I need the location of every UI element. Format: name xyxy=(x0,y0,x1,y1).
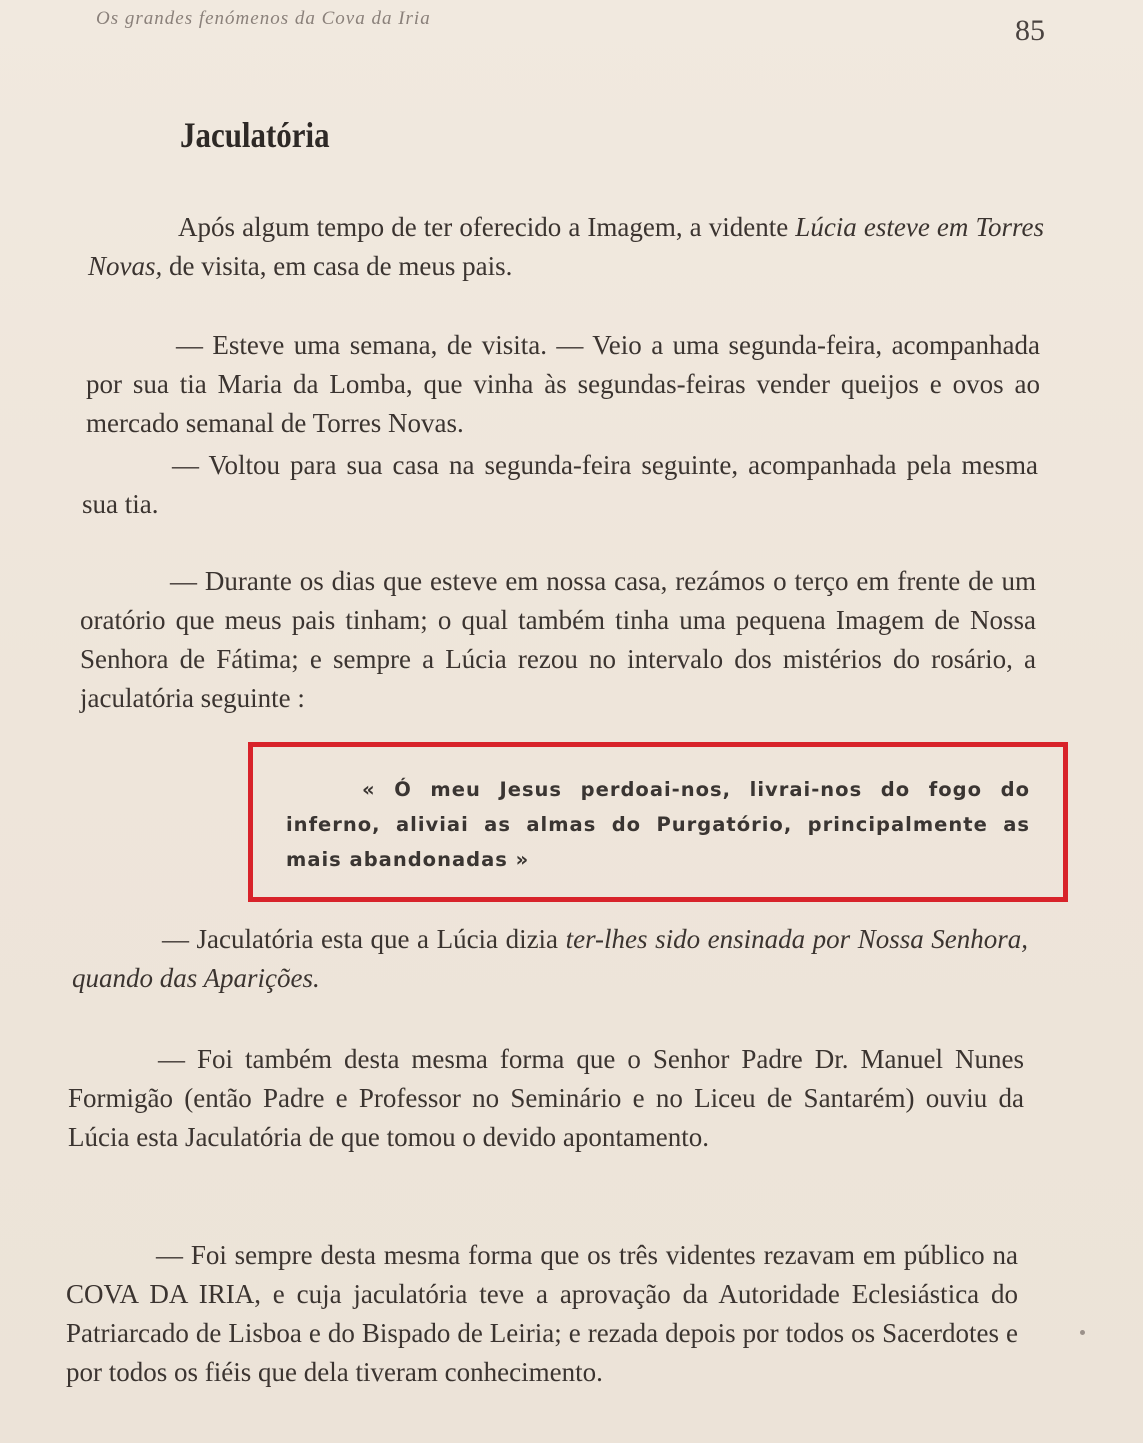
paragraph-visit xyxy=(88,208,1044,286)
paragraph-taught-text-a: — Jaculatória esta que a Lúcia dizia xyxy=(162,924,566,954)
paragraph-approval-text: — Foi sempre desta mesma forma que os três videntes rezavam em público na COVA DA IRIA, e cuja jaculatória teve a aprovação da Autoridade Eclesiástica do Patriarcado de Lisboa e do Bispado de Leiria; e rezada depois por todos os Sacerdotes e por todos os fiéis que dela tiveram conhecimento. xyxy=(66,1240,1018,1387)
paragraph-week-stay-text: — Esteve uma semana, de visita. — Veio a uma segunda-feira, acompanhada por sua tia Maria da Lomba, que vinha às segundas-feiras vender queijos e ovos ao mercado semanal de Torres Novas. xyxy=(86,330,1040,438)
paragraph-taught xyxy=(72,920,1028,998)
paragraph-return xyxy=(82,446,1038,524)
paragraph-formigao-text: — Foi também desta mesma forma que o Senhor Padre Dr. Manuel Nunes Formigão (então Padre e Professor no Seminário e no Liceu de Santarém) ouviu da Lúcia esta Jaculatória de que tomou o devido apontamento. xyxy=(68,1044,1024,1152)
paragraph-rosary-text: — Durante os dias que esteve em nossa casa, rezámos o terço em frente de um oratório que meus pais tinham; o qual também tinha uma pequena Imagem de Nossa Senhora de Fátima; e sempre a Lúcia rezou no intervalo dos mistérios do rosário, a jaculatória seguinte : xyxy=(80,566,1036,713)
prayer-quote-text: « Ó meu Jesus perdoai-nos, livrai-nos do fogo do inferno, aliviai as almas do Purgatório, principalmente as mais abandonadas » xyxy=(286,778,1030,871)
paper-speck xyxy=(1080,1330,1085,1335)
paragraph-approval xyxy=(66,1236,1018,1392)
paragraph-week-stay xyxy=(86,326,1040,443)
paragraph-visit-text-a: Após algum tempo de ter oferecido a Imagem, a vidente xyxy=(178,212,796,242)
paragraph-visit-italic: Lúcia esteve em Torres Novas, xyxy=(88,212,1044,281)
prayer-quote xyxy=(286,772,1030,877)
paragraph-visit-text-b: de visita, em casa de meus pais. xyxy=(162,251,513,281)
running-head: Os grandes fenómenos da Cova da Iria xyxy=(96,8,431,29)
paragraph-rosary xyxy=(80,562,1036,718)
paragraph-taught-italic: ter-lhes sido ensinada por Nossa Senhora, quando das Aparições. xyxy=(72,924,1028,993)
page-number: 85 xyxy=(1015,14,1045,47)
paragraph-return-text: — Voltou para sua casa na segunda-feira seguinte, acompanhada pela mesma sua tia. xyxy=(82,450,1038,519)
paragraph-formigao xyxy=(68,1040,1024,1157)
section-title: Jaculatória xyxy=(180,115,330,155)
